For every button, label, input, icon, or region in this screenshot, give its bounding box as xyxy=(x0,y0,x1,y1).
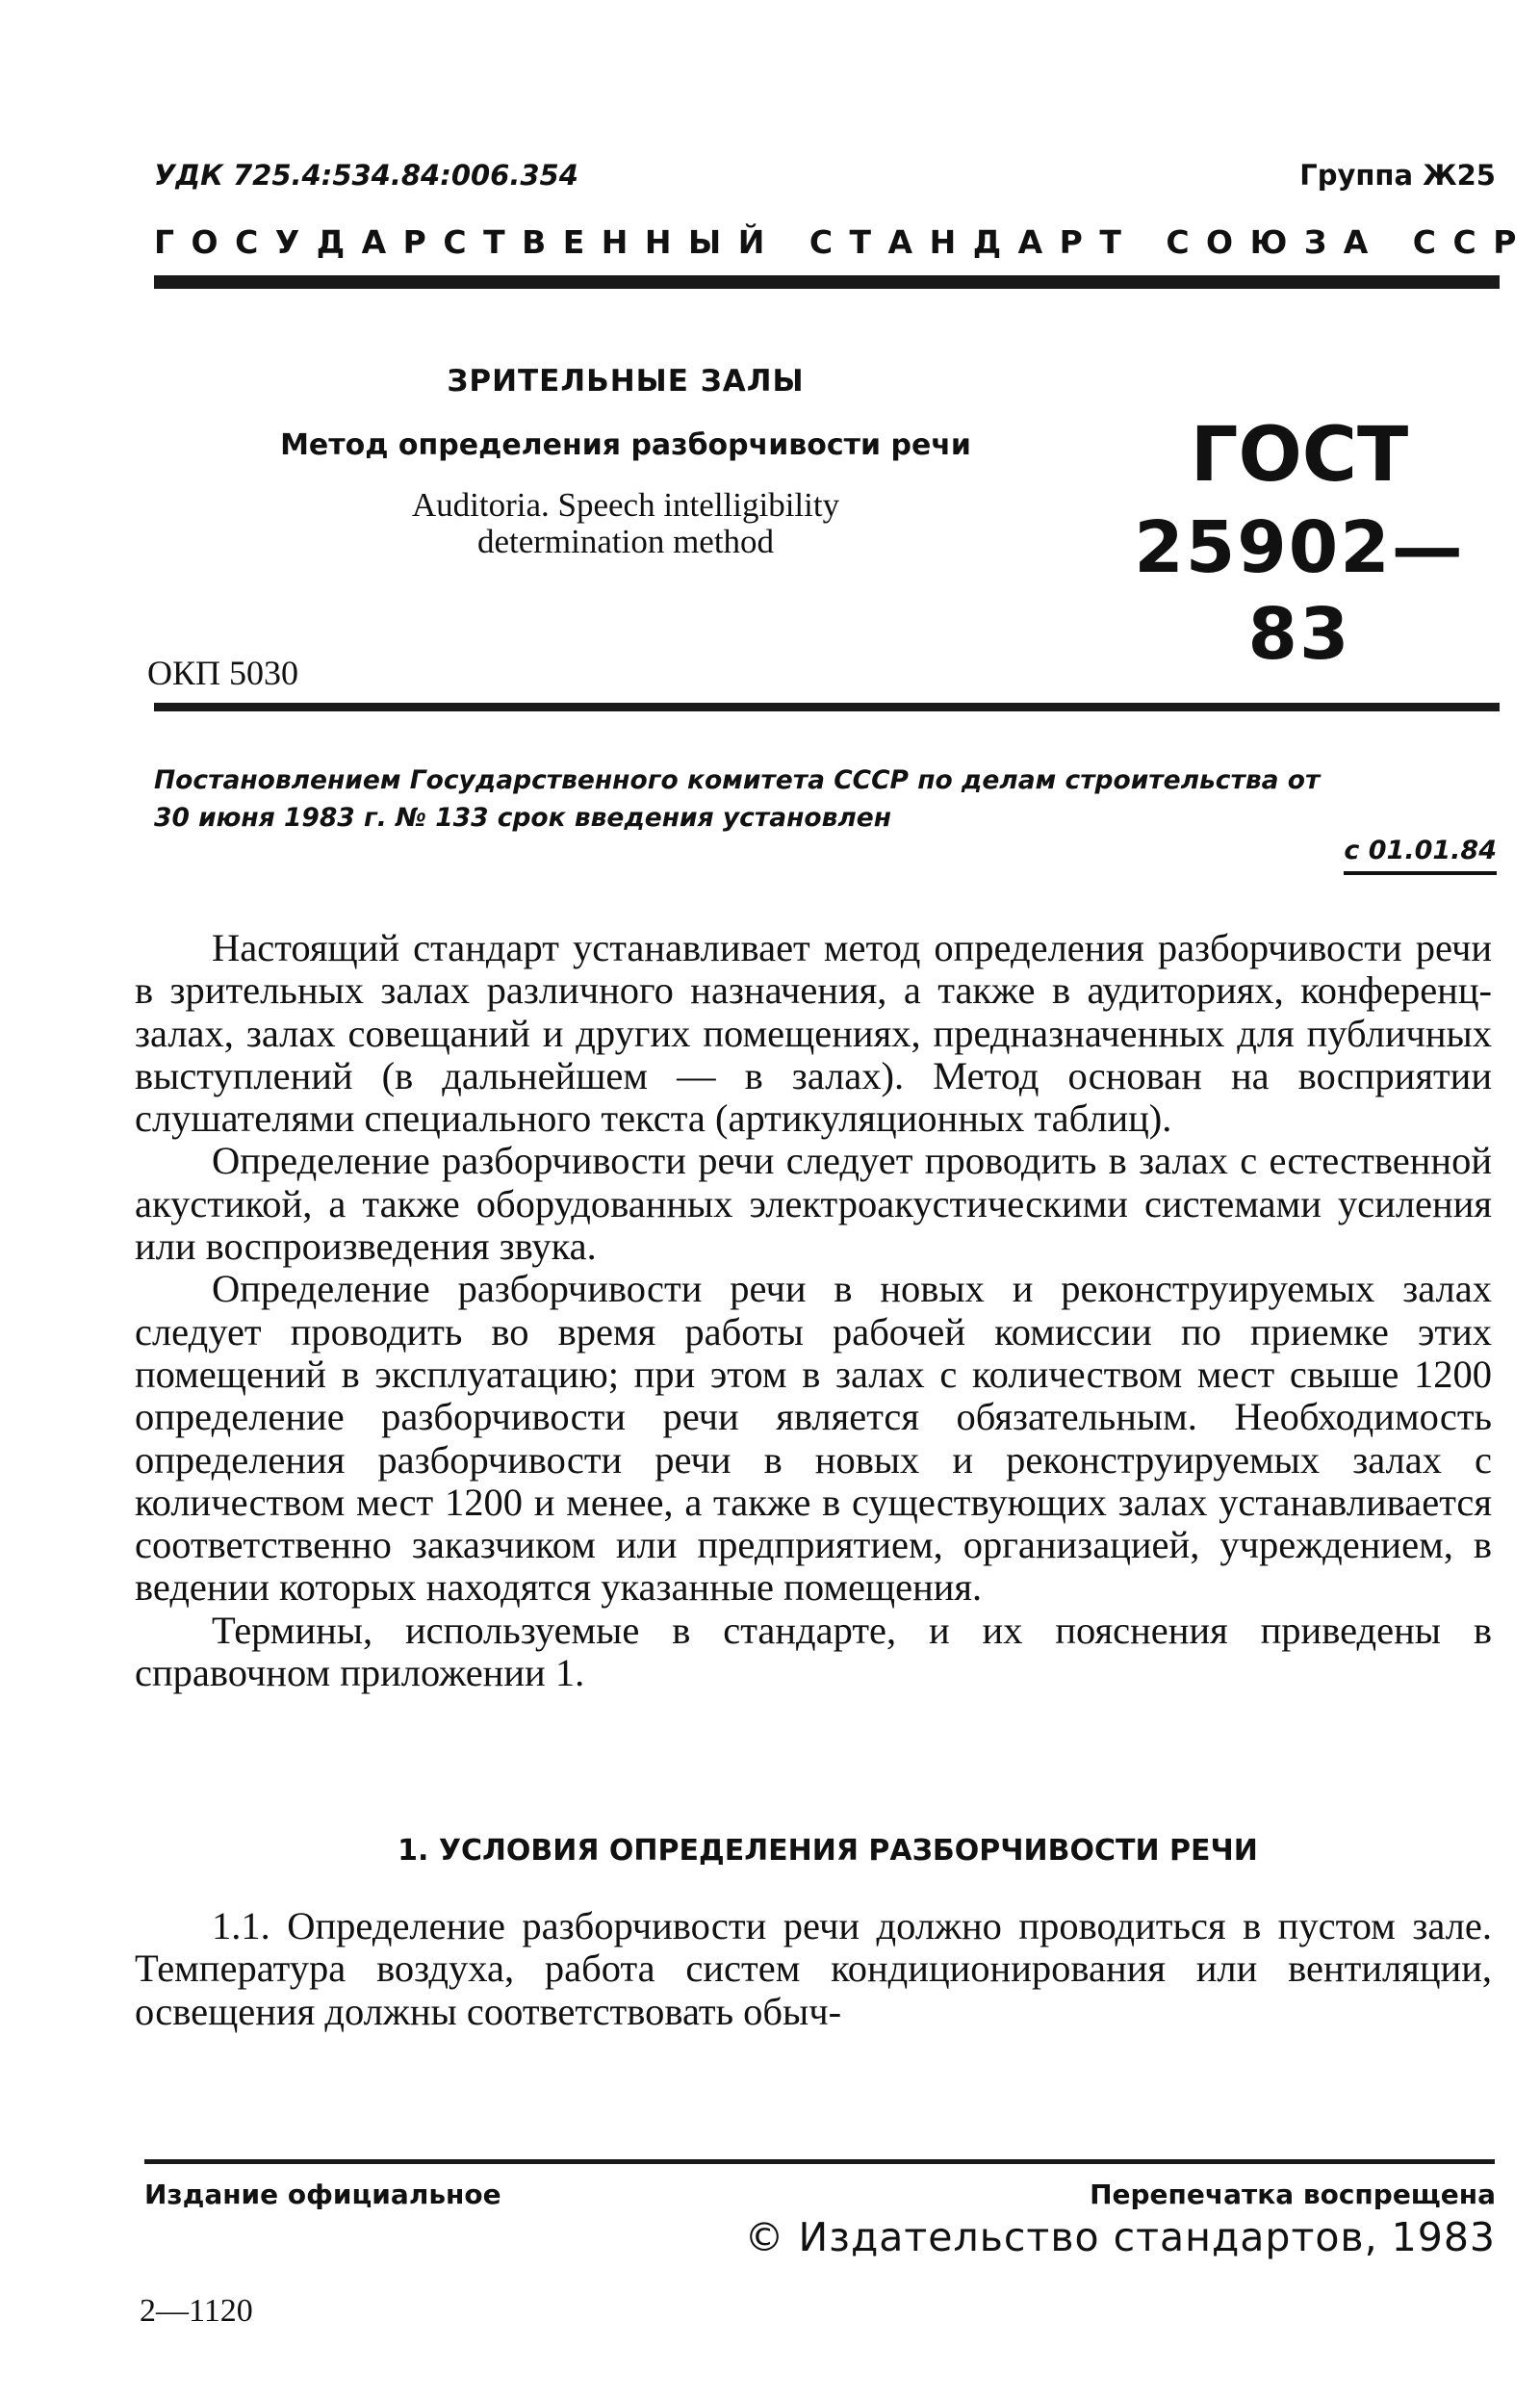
header-rule xyxy=(154,275,1500,289)
reprint-note: Перепечатка воспрещена xyxy=(1090,2179,1496,2210)
effective-date: с 01.01.84 xyxy=(1344,836,1497,875)
section-rule xyxy=(154,703,1500,711)
english-title-line-2: determination method xyxy=(476,523,775,560)
okp-code: ОКП 5030 xyxy=(147,654,299,692)
intro-paragraph: Определение разборчивости речи в новых и реконструируемых залах следует проводить во время работы рабочей комиссии по приемке этих помещений в эксплуатацию; при этом в залах с количеством мест свыше 1200 определение разборчивости речи является обязательным. Необходимость определения разборчивости речи в новых и реконструируемых залах с количеством мест 1200 и менее, а также в существующих залах устанавливается соответственно заказчиком или предприятием, организацией, учреждением, в ведении которых находятся указанные помещения. xyxy=(135,1267,1492,1610)
document-subtitle: Метод определения разборчивости речи xyxy=(280,428,971,462)
intro-paragraph: Термины, используемые в стандарте, и их пояснения приведены в справочном приложении 1. xyxy=(135,1608,1492,1695)
clause-1-1: 1.1. Определение разборчивости речи должно проводиться в пустом зале. Температура воздуха, работа систем кондиционирования или вентиляции, освещения должны соответствовать обыч- xyxy=(135,1904,1492,2033)
udk-code: УДК 725.4:534.84:006.354 xyxy=(154,159,578,192)
print-code: 2—1120 xyxy=(140,2293,253,2329)
standard-title: ГОСУДАРСТВЕННЫЙ СТАНДАРТ СОЮЗА ССР xyxy=(154,223,1533,261)
footer-rule xyxy=(144,2159,1495,2164)
publisher-copyright: © Издательство стандартов, 1983 xyxy=(744,2214,1496,2260)
group-code: Группа Ж25 xyxy=(1299,159,1496,192)
gost-number: 25902—83 xyxy=(1134,506,1465,676)
clause-text xyxy=(135,1905,1492,2033)
edition-note: Издание официальное xyxy=(144,2179,501,2210)
decree-line-1: Постановлением Государственного комитета СССР по делам строительства от xyxy=(154,765,1321,795)
decree-line-2: 30 июня 1983 г. № 133 срок введения установлен xyxy=(154,803,892,833)
section-heading: 1. УСЛОВИЯ ОПРЕДЕЛЕНИЯ РАЗБОРЧИВОСТИ РЕЧИ xyxy=(398,1834,1258,1868)
english-title-line-1: Auditoria. Speech intelligibility xyxy=(411,486,840,524)
intro-paragraph: Настоящий стандарт устанавливает метод определения разборчивости речи в зрительных залах различного назначения, а также в аудиториях, конференц-залах, залах совещаний и других помещениях, предназначенных для публичных выступлений (в дальнейшем — в залах). Метод основан на восприятии слушателями специального текста (артикуляционных таблиц). xyxy=(135,926,1492,1141)
document-title: ЗРИТЕЛЬНЫЕ ЗАЛЫ xyxy=(447,364,805,399)
intro-paragraph: Определение разборчивости речи следует проводить в залах с естественной акустикой, а также оборудованных электроакустическими системами усиления или воспроизведения звука. xyxy=(135,1139,1492,1269)
intro-text xyxy=(135,927,1492,1694)
gost-label: ГОСТ xyxy=(1190,412,1409,499)
